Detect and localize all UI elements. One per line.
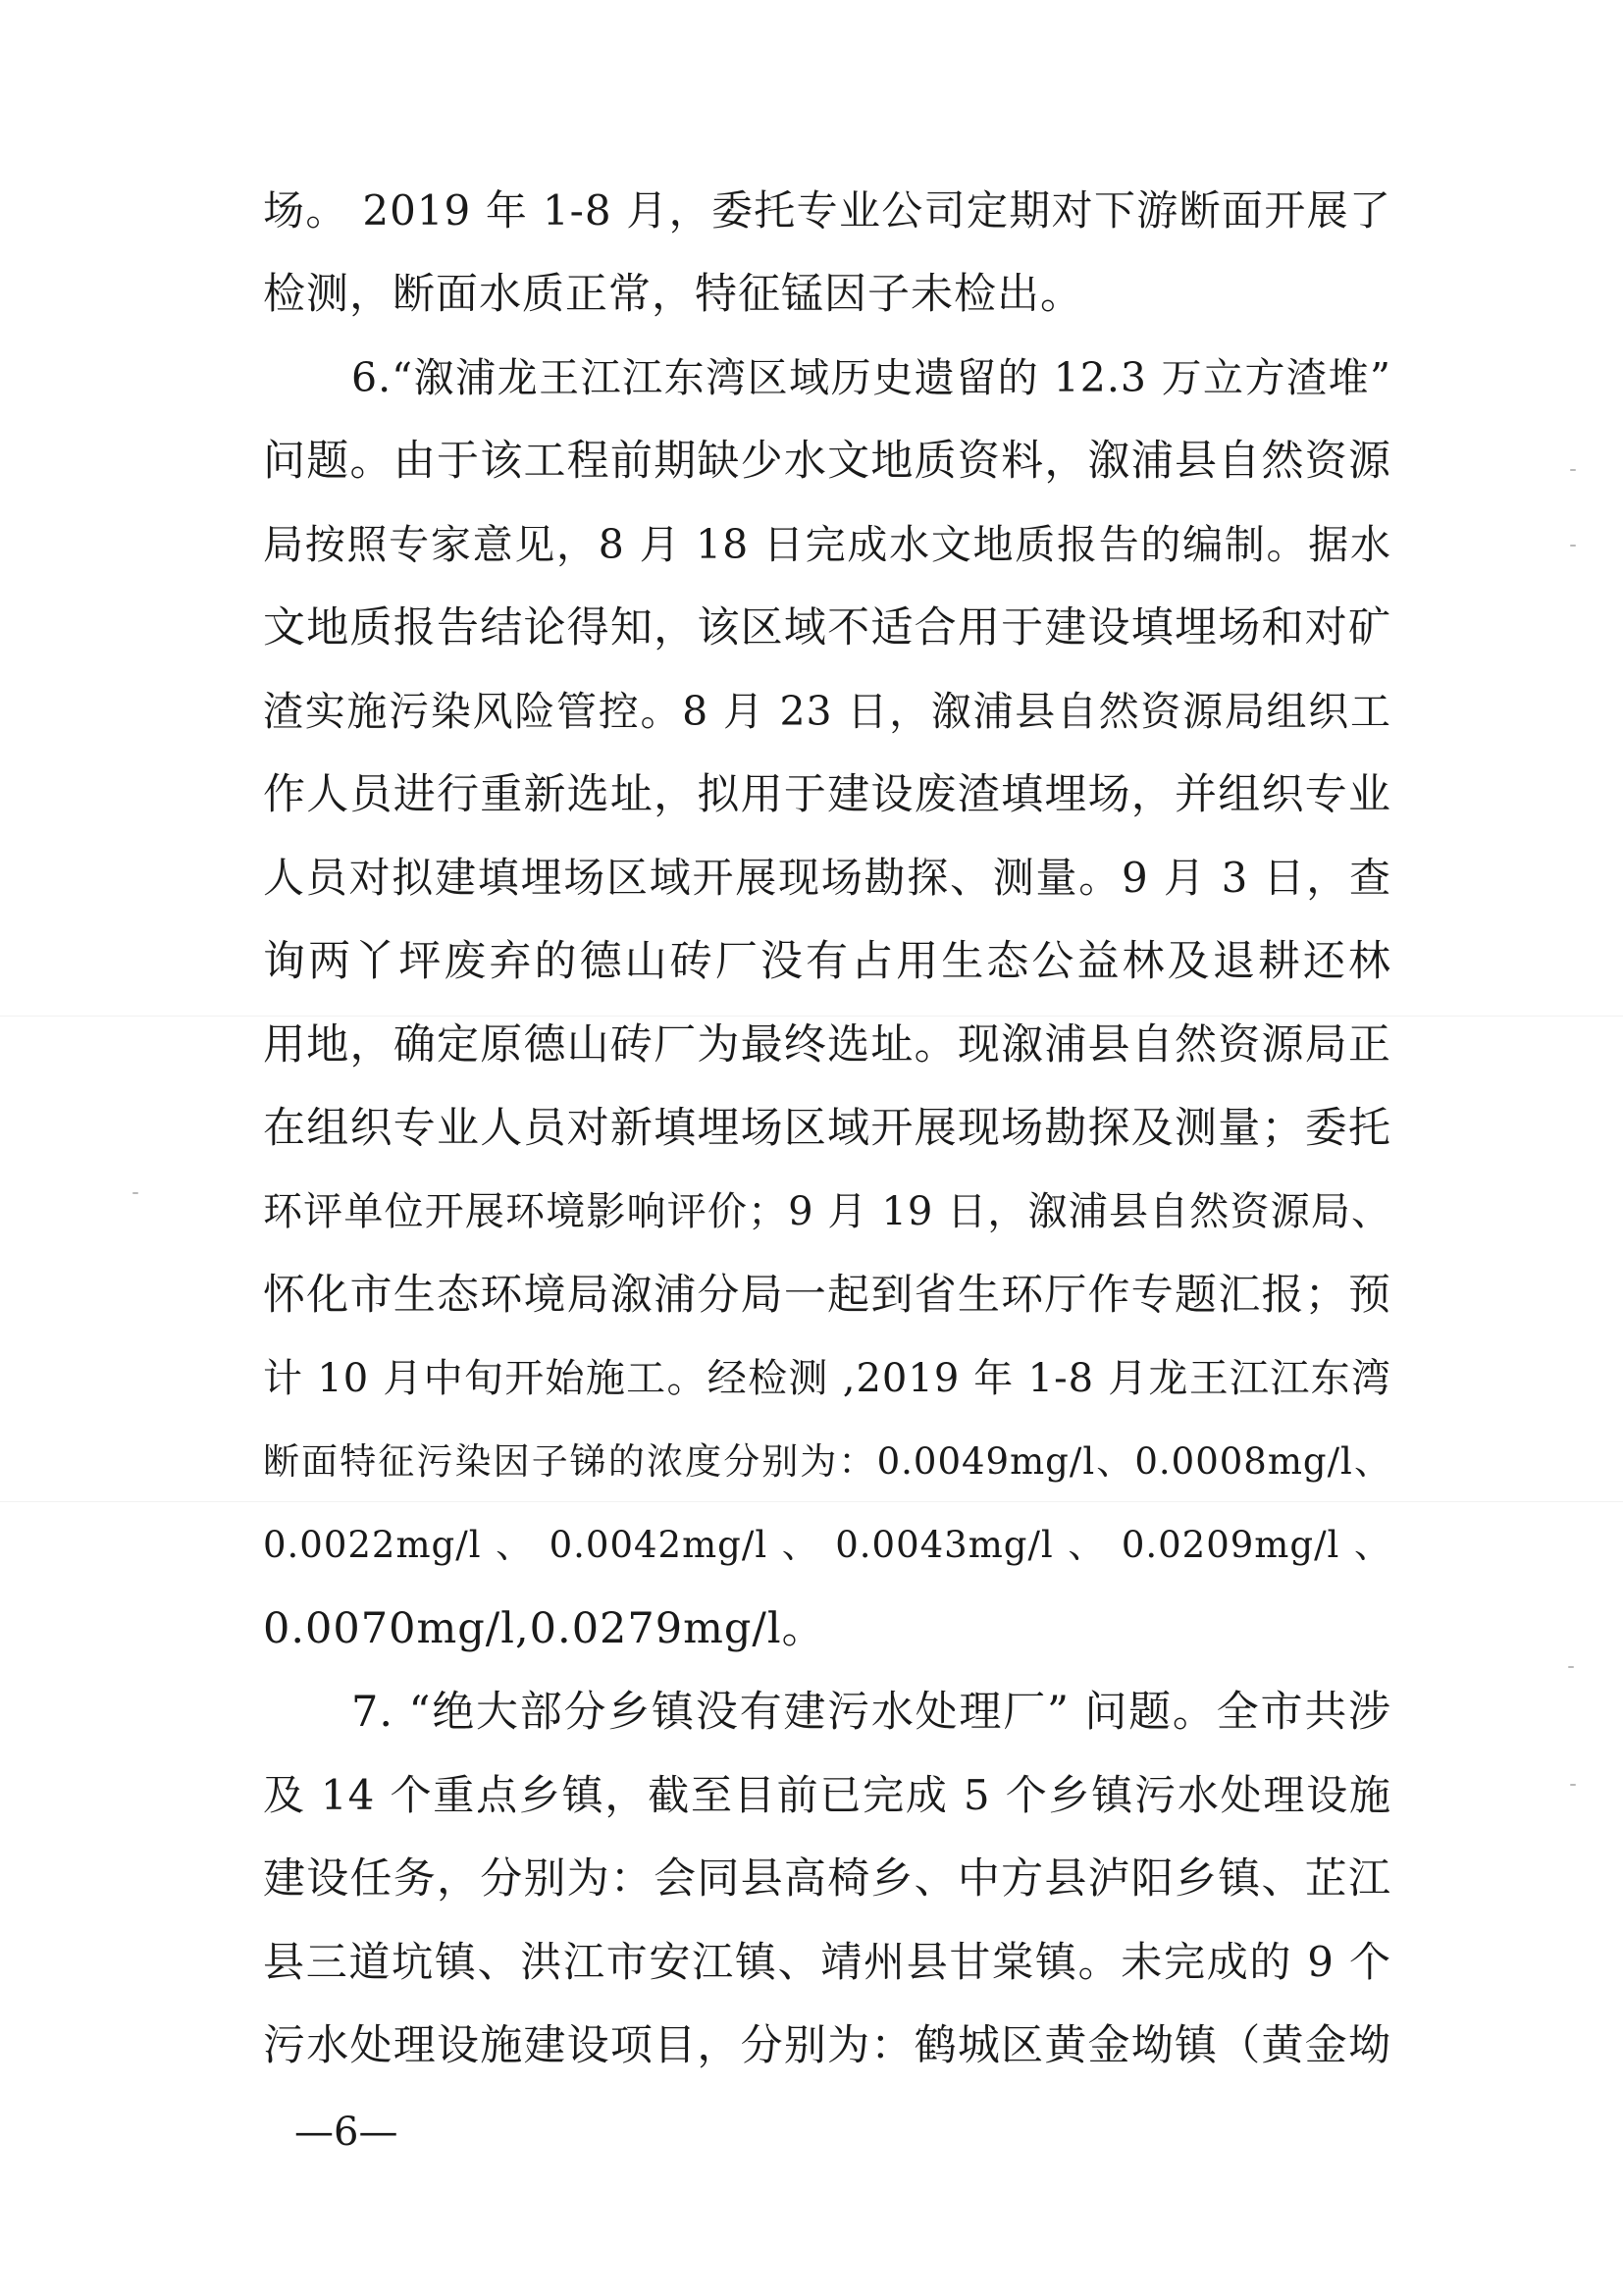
body-line: 在组织专业人员对新填埋场区域开展现场勘探及测量；委托 [263,1104,1391,1153]
body-line: 及 14 个重点乡镇，截至目前已完成 5 个乡镇污水处理设施 [263,1771,1391,1819]
body-line: 场。 2019 年 1-8 月，委托专业公司定期对下游断面开展了 [263,186,1391,235]
body-line: 询两丫坪废弃的德山砖厂没有占用生态公益林及退耕还林 [263,937,1391,986]
body-line: 0.0022mg/l 、 0.0042mg/l 、 0.0043mg/l 、 0.0209mg/l 、 [263,1524,1391,1566]
body-line: 0.0070mg/l,0.0279mg/l。 [263,1604,825,1653]
body-line: 计 10 月中旬开始施工。经检测 ,2019 年 1-8 月龙王江江东湾 [263,1356,1391,1401]
scan-speck [1570,469,1576,471]
body-line: 污水处理设施建设项目，分别为：鹤城区黄金坳镇（黄金坳 [263,2021,1391,2070]
body-line: 6.“溆浦龙王江江东湾区域历史遗留的 12.3 万立方渣堆” [351,354,1391,401]
body-line: 问题。由于该工程前期缺少水文地质资料，溆浦县自然资源 [263,437,1391,486]
body-line: 用地，确定原德山砖厂为最终选址。现溆浦县自然资源局正 [263,1020,1391,1070]
scan-speck [1568,1666,1574,1668]
scan-speck [132,1192,138,1194]
body-line: 怀化市生态环境局溆浦分局一起到省生环厅作专题汇报；预 [263,1271,1391,1320]
body-line: 局按照专家意见，8 月 18 日完成水文地质报告的编制。据水 [263,521,1391,568]
scan-speck [1570,1784,1576,1786]
page-number: —6— [294,2110,398,2155]
body-line: 7. “绝大部分乡镇没有建污水处理厂” 问题。全市共涉 [351,1688,1391,1737]
body-line: 检测，断面水质正常，特征锰因子未检出。 [263,270,1083,319]
scan-artifact-line [0,1501,1623,1502]
scan-speck [1570,545,1576,547]
body-line: 建设任务，分别为：会同县高椅乡、中方县泸阳乡镇、芷江 [263,1854,1391,1904]
body-line: 环评单位开展环境影响评价；9 月 19 日，溆浦县自然资源局、 [263,1189,1391,1234]
body-line: 断面特征污染因子锑的浓度分别为：0.0049mg/l、0.0008mg/l、 [263,1440,1391,1483]
body-line: 作人员进行重新选址，拟用于建设废渣填埋场，并组织专业 [263,770,1391,819]
body-line: 县三道坑镇、洪江市安江镇、靖州县甘棠镇。未完成的 9 个 [263,1938,1391,1986]
body-line: 渣实施污染风险管控。8 月 23 日，溆浦县自然资源局组织工 [263,688,1391,735]
body-line: 文地质报告结论得知，该区域不适合用于建设填埋场和对矿 [263,603,1391,652]
body-line: 人员对拟建填埋场区域开展现场勘探、测量。9 月 3 日，查 [263,854,1391,902]
